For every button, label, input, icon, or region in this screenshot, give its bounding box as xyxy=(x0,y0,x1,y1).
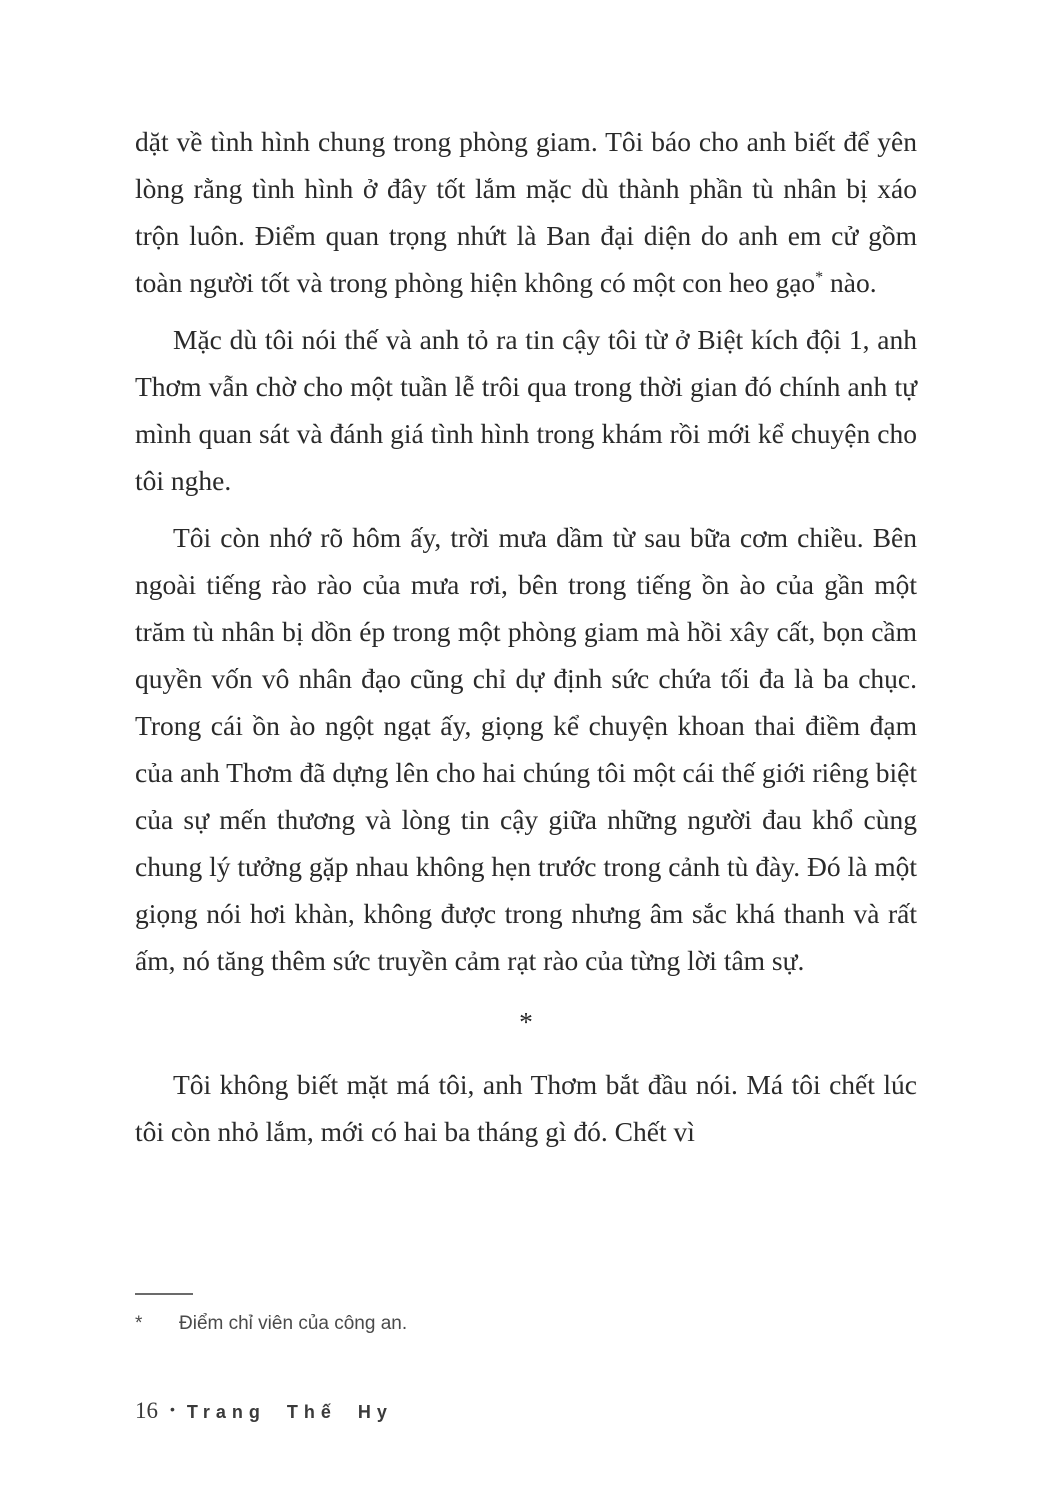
footer-separator-dot: • xyxy=(170,1401,175,1417)
paragraph-text: nào. xyxy=(823,267,877,298)
footnote-marker: * xyxy=(135,1313,143,1334)
footnote-separator-rule xyxy=(135,1293,193,1295)
paragraph: Tôi còn nhớ rõ hôm ấy, trời mưa dầm từ sau bữa cơm chiều. Bên ngoài tiếng rào rào của mưa rơi, bên trong tiếng ồn ào của gần một trăm tù nhân bị dồn ép trong một phòng giam mà hồi xây cất, bọn cầm quyền vốn vô nhân đạo cũng chỉ dự định sức chứa tối đa là ba chục. Trong cái ồn ào ngột ngạt ấy, giọng kể chuyện khoan thai điềm đạm của anh Thơm đã dựng lên cho hai chúng tôi một cái thế giới riêng biệt của sự mến thương và lòng tin cậy giữa những người đau khổ cùng chung lý tưởng gặp nhau không hẹn trước trong cảnh tù đày. Đó là một giọng nói hơi khàn, không được trong nhưng âm sắc khá thanh và rất ấm, nó tăng thêm sức truyền cảm rạt rào của từng lời tâm sự. xyxy=(135,522,917,976)
footnote-text: Điểm chỉ viên của công an. xyxy=(179,1313,408,1334)
page-number: 16 xyxy=(135,1398,158,1423)
paragraph-text: dặt về tình hình chung trong phòng giam. Tôi báo cho anh biết để yên lòng rằng tình hình ở đây tốt lắm mặc dù thành phần tù nhân bị xáo trộn luôn. Điểm quan trọng nhứt là Ban đại diện do anh em cử gồm toàn người tốt và trong phòng hiện không có một con heo gạo xyxy=(135,126,917,298)
footnote xyxy=(135,1313,917,1335)
footnote-block xyxy=(135,1293,917,1335)
paragraph xyxy=(135,118,917,306)
section-break-asterisk: * xyxy=(519,1006,533,1037)
paragraph: Tôi không biết mặt má tôi, anh Thơm bắt đầu nói. Má tôi chết lúc tôi còn nhỏ lắm, mới có hai ba tháng gì đó. Chết vì xyxy=(135,1069,917,1147)
author-name: Trang Thế Hy xyxy=(186,1402,393,1422)
page-footer xyxy=(135,1398,393,1424)
paragraph: Mặc dù tôi nói thế và anh tỏ ra tin cậy tôi từ ở Biệt kích đội 1, anh Thơm vẫn chờ cho một tuần lễ trôi qua trong thời gian đó chính anh tự mình quan sát và đánh giá tình hình trong khám rồi mới kể chuyện cho tôi nghe. xyxy=(135,324,917,496)
footnote-reference-marker: * xyxy=(815,268,824,286)
page-body-text xyxy=(135,118,917,1165)
